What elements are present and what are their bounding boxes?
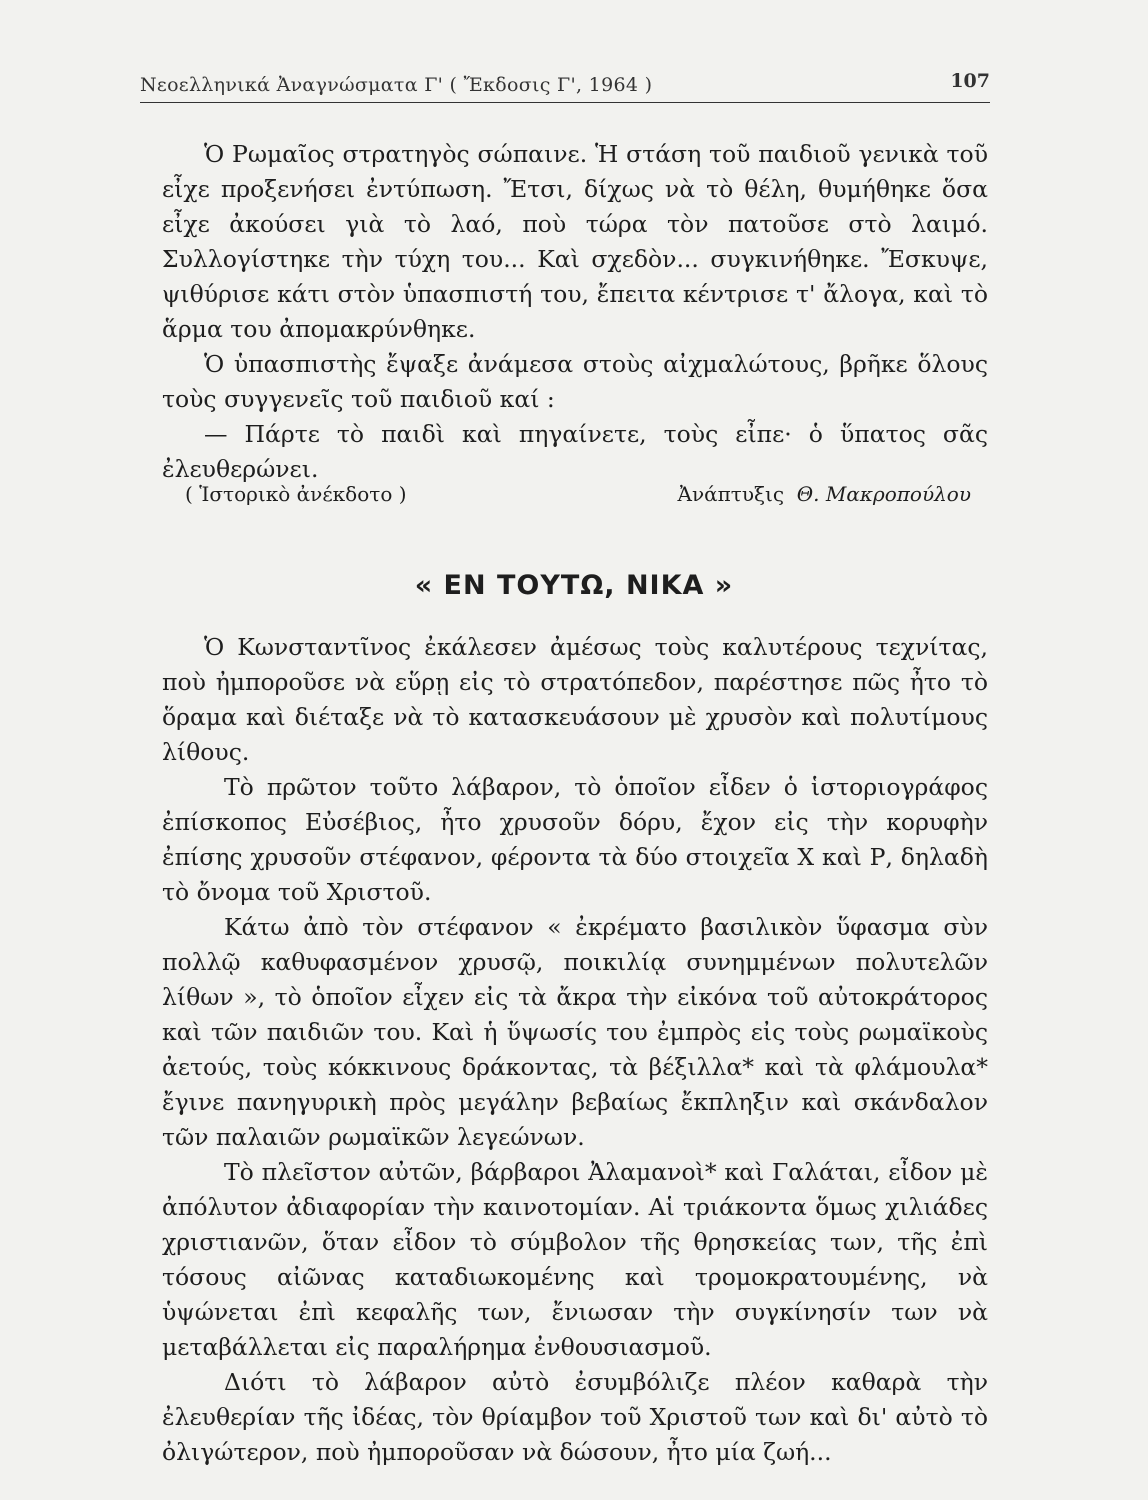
adaptation-label: Ἀνάπτυξις <box>677 482 785 506</box>
story-two-paragraph-5: Διότι τὸ λάβαρον αὐτὸ ἐσυμβόλιζε πλέον καθαρὰ τὴν ἐλευθερίαν τῆς ἰδέας, τὸν θρίαμβον τοῦ Χριστοῦ των καὶ δι' αὐτὸ τὸ ὀλιγώτερον, ποὺ ἠμποροῦσαν νὰ δώσουν, ἦτο μία ζωή... <box>162 1368 988 1466</box>
story-one-paragraph-1: Ὁ Ρωμαῖος στρατηγὸς σώπαινε. Ἡ στάση τοῦ παιδιοῦ γενικὰ τοῦ εἶχε προξενήσει ἐντύπωση. Ἔτσι, δίχως νὰ τὸ θέλη, θυμήθηκε ὅσα εἶχε ἀκούσει γιὰ τὸ λαό, ποὺ τώρα τὸν πατοῦσε στὸ λαιμό. Συλλογίστηκε τὴν τύχη του... Καὶ σχεδὸν... συγκινήθηκε. Ἔσκυψε, ψιθύρισε κάτι στὸν ὑπασπιστή του, ἔπειτα κέντρισε τ' ἄλογα, καὶ τὸ ἅρμα του ἀπομακρύνθηκε. <box>162 140 988 343</box>
running-header <box>140 70 990 103</box>
story-two-paragraph-4: Τὸ πλεῖστον αὐτῶν, βάρβαροι Ἀλαμανοὶ* καὶ Γαλάται, εἶδον μὲ ἀπόλυτον ἀδιαφορίαν τὴν καινοτομίαν. Αἱ τριάκοντα ὅμως χιλιάδες χριστιανῶν, ὅταν εἶδον τὸ σύμβολον τῆς θρησκείας των, τῆς ἐπὶ τόσους αἰῶνας καταδιωκομένης καὶ τρομοκρατουμένης, νὰ ὑψώνεται ἐπὶ κεφαλῆς των, ἔνιωσαν τὴν συγκίνησίν των νὰ μεταβάλλεται εἰς παραλήρημα ἐνθουσιασμοῦ. <box>162 1158 988 1361</box>
story-one-paragraph-2: Ὁ ὑπασπιστὴς ἔψαξε ἀνάμεσα στοὺς αἰχμαλώτους, βρῆκε ὅλους τοὺς συγγενεῖς τοῦ παιδιοῦ καί : <box>162 350 988 413</box>
author-name: Θ. Μακροπούλου <box>796 482 971 506</box>
story-one-text <box>162 137 988 487</box>
source-note: ( Ἱστορικὸ ἀνέκδοτο ) <box>185 482 407 506</box>
source-attribution <box>185 482 971 512</box>
header-title: Νεοελληνικά Ἀναγνώσματα Γ' ( Ἔκδοσις Γ', 1964 ) <box>140 74 653 96</box>
story-two-paragraph-3: Κάτω ἀπὸ τὸν στέφανον « ἐκρέματο βασιλικὸν ὕφασμα σὺν πολλῷ καθυφασμένον χρυσῷ, ποικιλίᾳ συνημμένων πολυτελῶν λίθων », τὸ ὁποῖον εἶχεν εἰς τὰ ἄκρα τὴν εἰκόνα τοῦ αὐτοκράτορος καὶ τῶν παιδιῶν του. Καὶ ἡ ὕψωσίς του ἐμπρὸς εἰς τοὺς ρωμαϊκοὺς ἀετούς, τοὺς κόκκινους δράκοντας, τὰ βέξιλλα* καὶ τὰ φλάμουλα* ἔγινε πανηγυρικὴ πρὸς μεγάλην βεβαίως ἔκπληξιν καὶ σκάνδαλον τῶν παλαιῶν ρωμαϊκῶν λεγεώνων. <box>162 913 988 1151</box>
story-two-text <box>162 630 988 1470</box>
story-two-paragraph-2: Τὸ πρῶτον τοῦτο λάβαρον, τὸ ὁποῖον εἶδεν ὁ ἱστοριογράφος ἐπίσκοπος Εὐσέβιος, ἦτο χρυσοῦν δόρυ, ἔχον εἰς τὴν κορυφὴν ἐπίσης χρυσοῦν στέφανον, φέροντα τὰ δύο στοιχεῖα Χ καὶ Ρ, δηλαδὴ τὸ ὄνομα τοῦ Χριστοῦ. <box>162 773 988 906</box>
story-two-paragraph-1: Ὁ Κωνσταντῖνος ἐκάλεσεν ἀμέσως τοὺς καλυτέρους τεχνίτας, ποὺ ἠμποροῦσε νὰ εὕρῃ εἰς τὸ στρατόπεδον, παρέστησε πῶς ἦτο τὸ ὅραμα καὶ διέταξε νὰ τὸ κατασκευάσουν μὲ χρυσὸν καὶ πολυτίμους λίθους. <box>162 633 988 766</box>
page-number: 107 <box>950 70 990 92</box>
story-two-title: « ΕΝ ΤΟΥΤΩ, ΝΙΚΑ » <box>414 570 734 601</box>
adaptation-credit <box>678 482 972 506</box>
story-one-paragraph-3: — Πάρτε τὸ παιδὶ καὶ πηγαίνετε, τοὺς εἶπε· ὁ ὕπατος σᾶς ἐλευθερώνει. <box>162 420 988 483</box>
